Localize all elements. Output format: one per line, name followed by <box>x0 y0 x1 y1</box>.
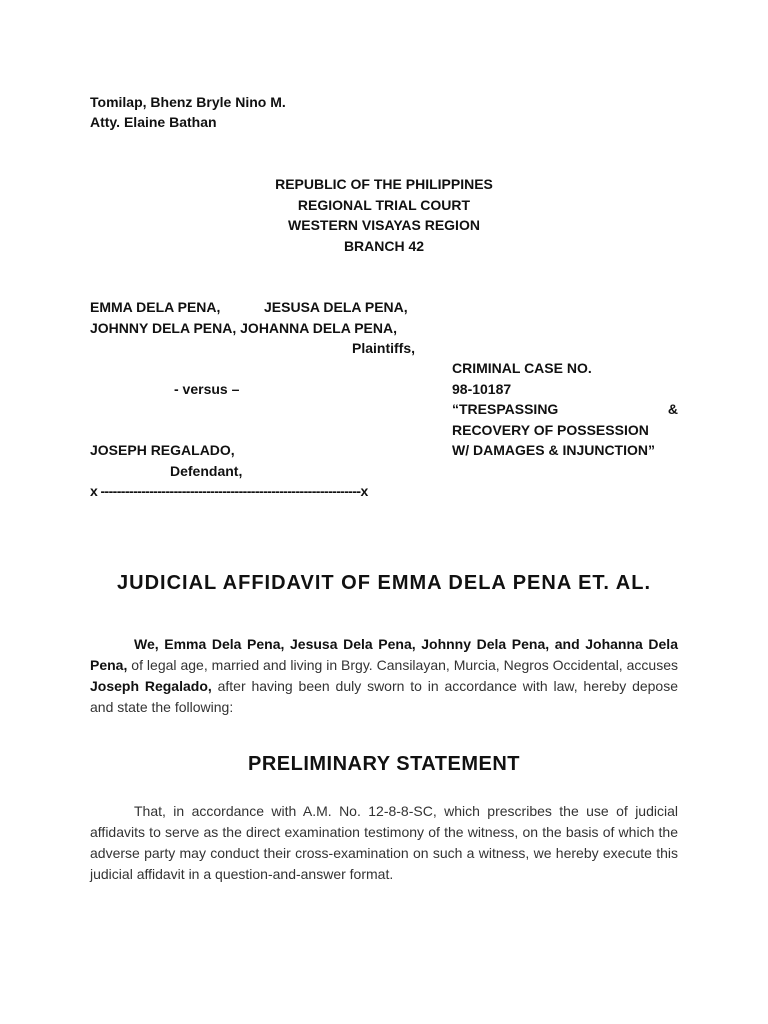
attorney-name: Atty. Elaine Bathan <box>90 114 217 130</box>
preliminary-paragraph <box>90 801 678 885</box>
plaintiffs-label: Plaintiffs, <box>352 340 416 356</box>
affiants-names: We, Emma Dela Pena, Jesusa Dela Pena, Johnny Dela Pena, and Johanna Dela Pena, <box>90 636 678 673</box>
case-title-ampersand: & <box>667 401 678 417</box>
case-label: CRIMINAL CASE NO. <box>452 360 592 376</box>
versus-label: - versus – <box>174 381 240 397</box>
author-name: Tomilap, Bhenz Bryle Nino M. <box>90 94 286 110</box>
defendant-name: JOSEPH REGALADO, <box>90 442 235 458</box>
court-line-republic: REPUBLIC OF THE PHILIPPINES <box>275 176 493 192</box>
preliminary-text: That, in accordance with A.M. No. 12-8-8-SC, which prescribes the use of judicial affidavits to serve as the direct examination testimony of the witness, on the basis of which the adverse party may conduct their cross-examination on such a witness, we hereby execute this judicial affidavit in a question-and-answer format. <box>90 803 678 882</box>
section-heading: PRELIMINARY STATEMENT <box>248 753 520 775</box>
caption-separator: x ----------------------------------------------------------------x <box>90 483 368 499</box>
case-title-line3: W/ DAMAGES & INJUNCTION” <box>452 442 655 458</box>
intro-paragraph <box>90 634 678 718</box>
case-number: 98-10187 <box>452 381 512 397</box>
intro-text-2: after having been duly sworn to in accordance with law, hereby depose and state the following: <box>90 678 678 715</box>
court-line-region: WESTERN VISAYAS REGION <box>288 217 480 233</box>
defendant-label: Defendant, <box>170 463 243 479</box>
plaintiff-jesusa: JESUSA DELA PENA, <box>264 299 408 315</box>
case-title-line2: RECOVERY OF POSSESSION <box>452 422 649 438</box>
plaintiff-emma: EMMA DELA PENA, <box>90 299 221 315</box>
court-line-rtc: REGIONAL TRIAL COURT <box>297 197 471 213</box>
court-line-branch: BRANCH 42 <box>343 238 425 254</box>
case-title-trespassing: “TRESPASSING <box>452 401 559 417</box>
plaintiffs-johnny-johanna: JOHNNY DELA PENA, JOHANNA DELA PENA, <box>90 320 398 336</box>
accused-name: Joseph Regalado, <box>90 678 212 694</box>
intro-text-1: of legal age, married and living in Brgy. Cansilayan, Murcia, Negros Occidental, accuses <box>127 657 678 673</box>
case-title-line1 <box>452 401 678 417</box>
document-title: JUDICIAL AFFIDAVIT OF EMMA DELA PENA ET. AL. <box>117 572 651 594</box>
